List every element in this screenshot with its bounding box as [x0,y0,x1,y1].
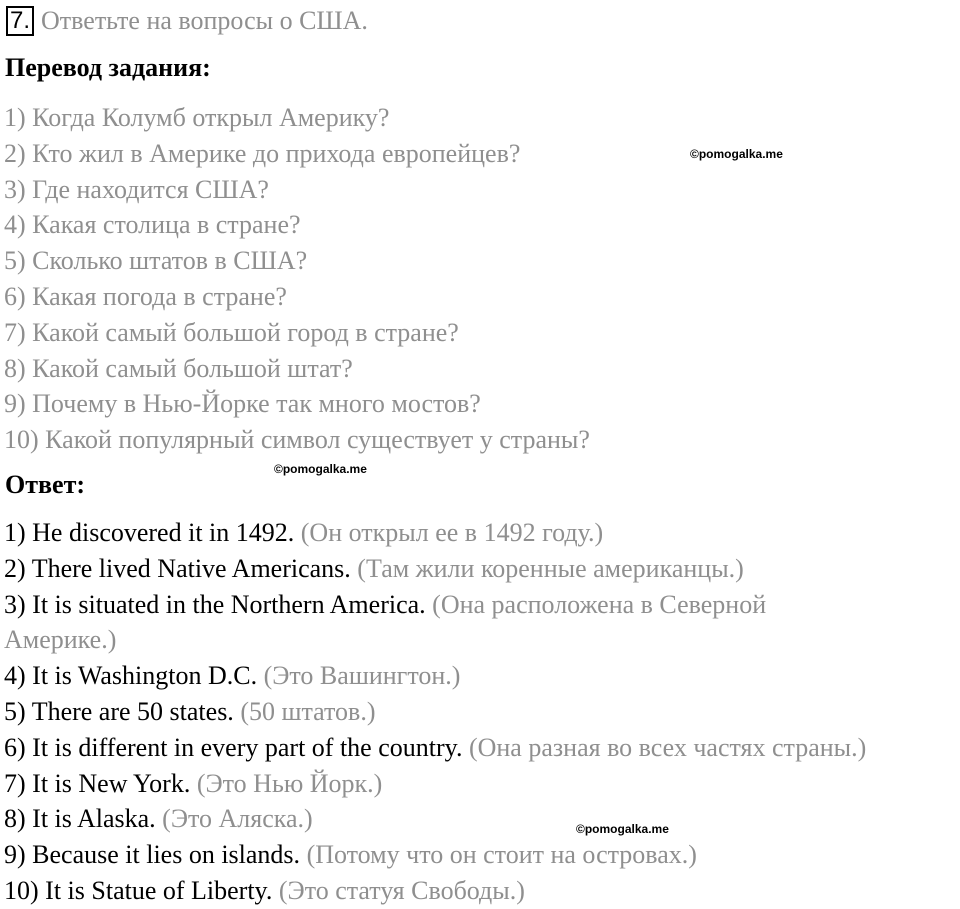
watermark: ©pomogalka.me [576,822,669,836]
answer-english: 7) It is New York. [4,768,191,798]
question-item: 7) Какой самый большой город в стране? [4,317,459,347]
answer-russian: (Она расположена в Северной Америке.) [4,589,767,655]
question-item: 4) Какая столица в стране? [4,210,301,240]
answer-item [4,766,874,802]
watermark: ©pomogalka.me [274,462,367,476]
task-header [6,5,368,37]
questions-list [4,100,590,458]
question-item: 1) Когда Колумб открыл Америку? [4,103,390,132]
answer-russian: (Он открыл ее в 1492 году.) [300,518,604,547]
answer-english: 5) There are 50 states. [4,696,234,726]
question-item: 8) Какой самый большой штат? [4,353,353,383]
task-text: Ответьте на вопросы о США. [41,6,368,35]
task-number-badge: 7. [6,6,34,36]
question-item: 6) Какая погода в стране? [4,281,287,311]
question-item: 5) Сколько штатов в США? [4,246,308,276]
question-item: 3) Где находится США? [4,174,269,204]
answer-item [4,730,874,766]
answer-item [4,873,874,909]
translation-heading: Перевод задания: [5,53,211,82]
question-item: 9) Почему в Нью-Йорке так много мостов? [4,389,481,419]
answer-english: 2) There lived Native Americans. [4,553,351,583]
answer-russian: (Это Аляска.) [162,804,313,834]
answer-english: 1) He discovered it in 1492. [4,518,295,547]
question-item: 10) Какой популярный символ существует у страны? [4,425,590,455]
answer-russian: (Это Нью Йорк.) [196,768,383,798]
answers-list [4,515,874,909]
answer-item [4,551,874,587]
answer-english: 9) Because it lies on islands. [4,840,301,870]
answer-item [4,515,874,551]
answer-english: 8) It is Alaska. [4,804,156,834]
answer-item [4,694,874,730]
answer-russian: (Там жили коренные американцы.) [357,553,744,583]
answer-item [4,801,874,837]
answer-item [4,587,874,659]
answer-item [4,658,874,694]
answer-russian: (Это Вашингтон.) [263,661,461,691]
answer-english: 6) It is different in every part of the country. [4,732,463,762]
answer-russian: (Потому что он стоит на островах.) [306,840,697,870]
answer-item [4,837,874,873]
answer-english: 10) It is Statue of Liberty. [4,875,273,905]
question-item: 2) Кто жил в Америке до прихода европейцев? [4,138,521,168]
answer-heading: Ответ: [5,470,86,499]
answer-english: 3) It is situated in the Northern America. [4,589,426,619]
answer-english: 4) It is Washington D.C. [4,661,258,691]
answer-russian: (Это статуя Свободы.) [278,875,525,905]
watermark: ©pomogalka.me [690,147,783,161]
answer-russian: (Она разная во всех частях страны.) [468,732,867,762]
answer-russian: (50 штатов.) [240,696,376,726]
